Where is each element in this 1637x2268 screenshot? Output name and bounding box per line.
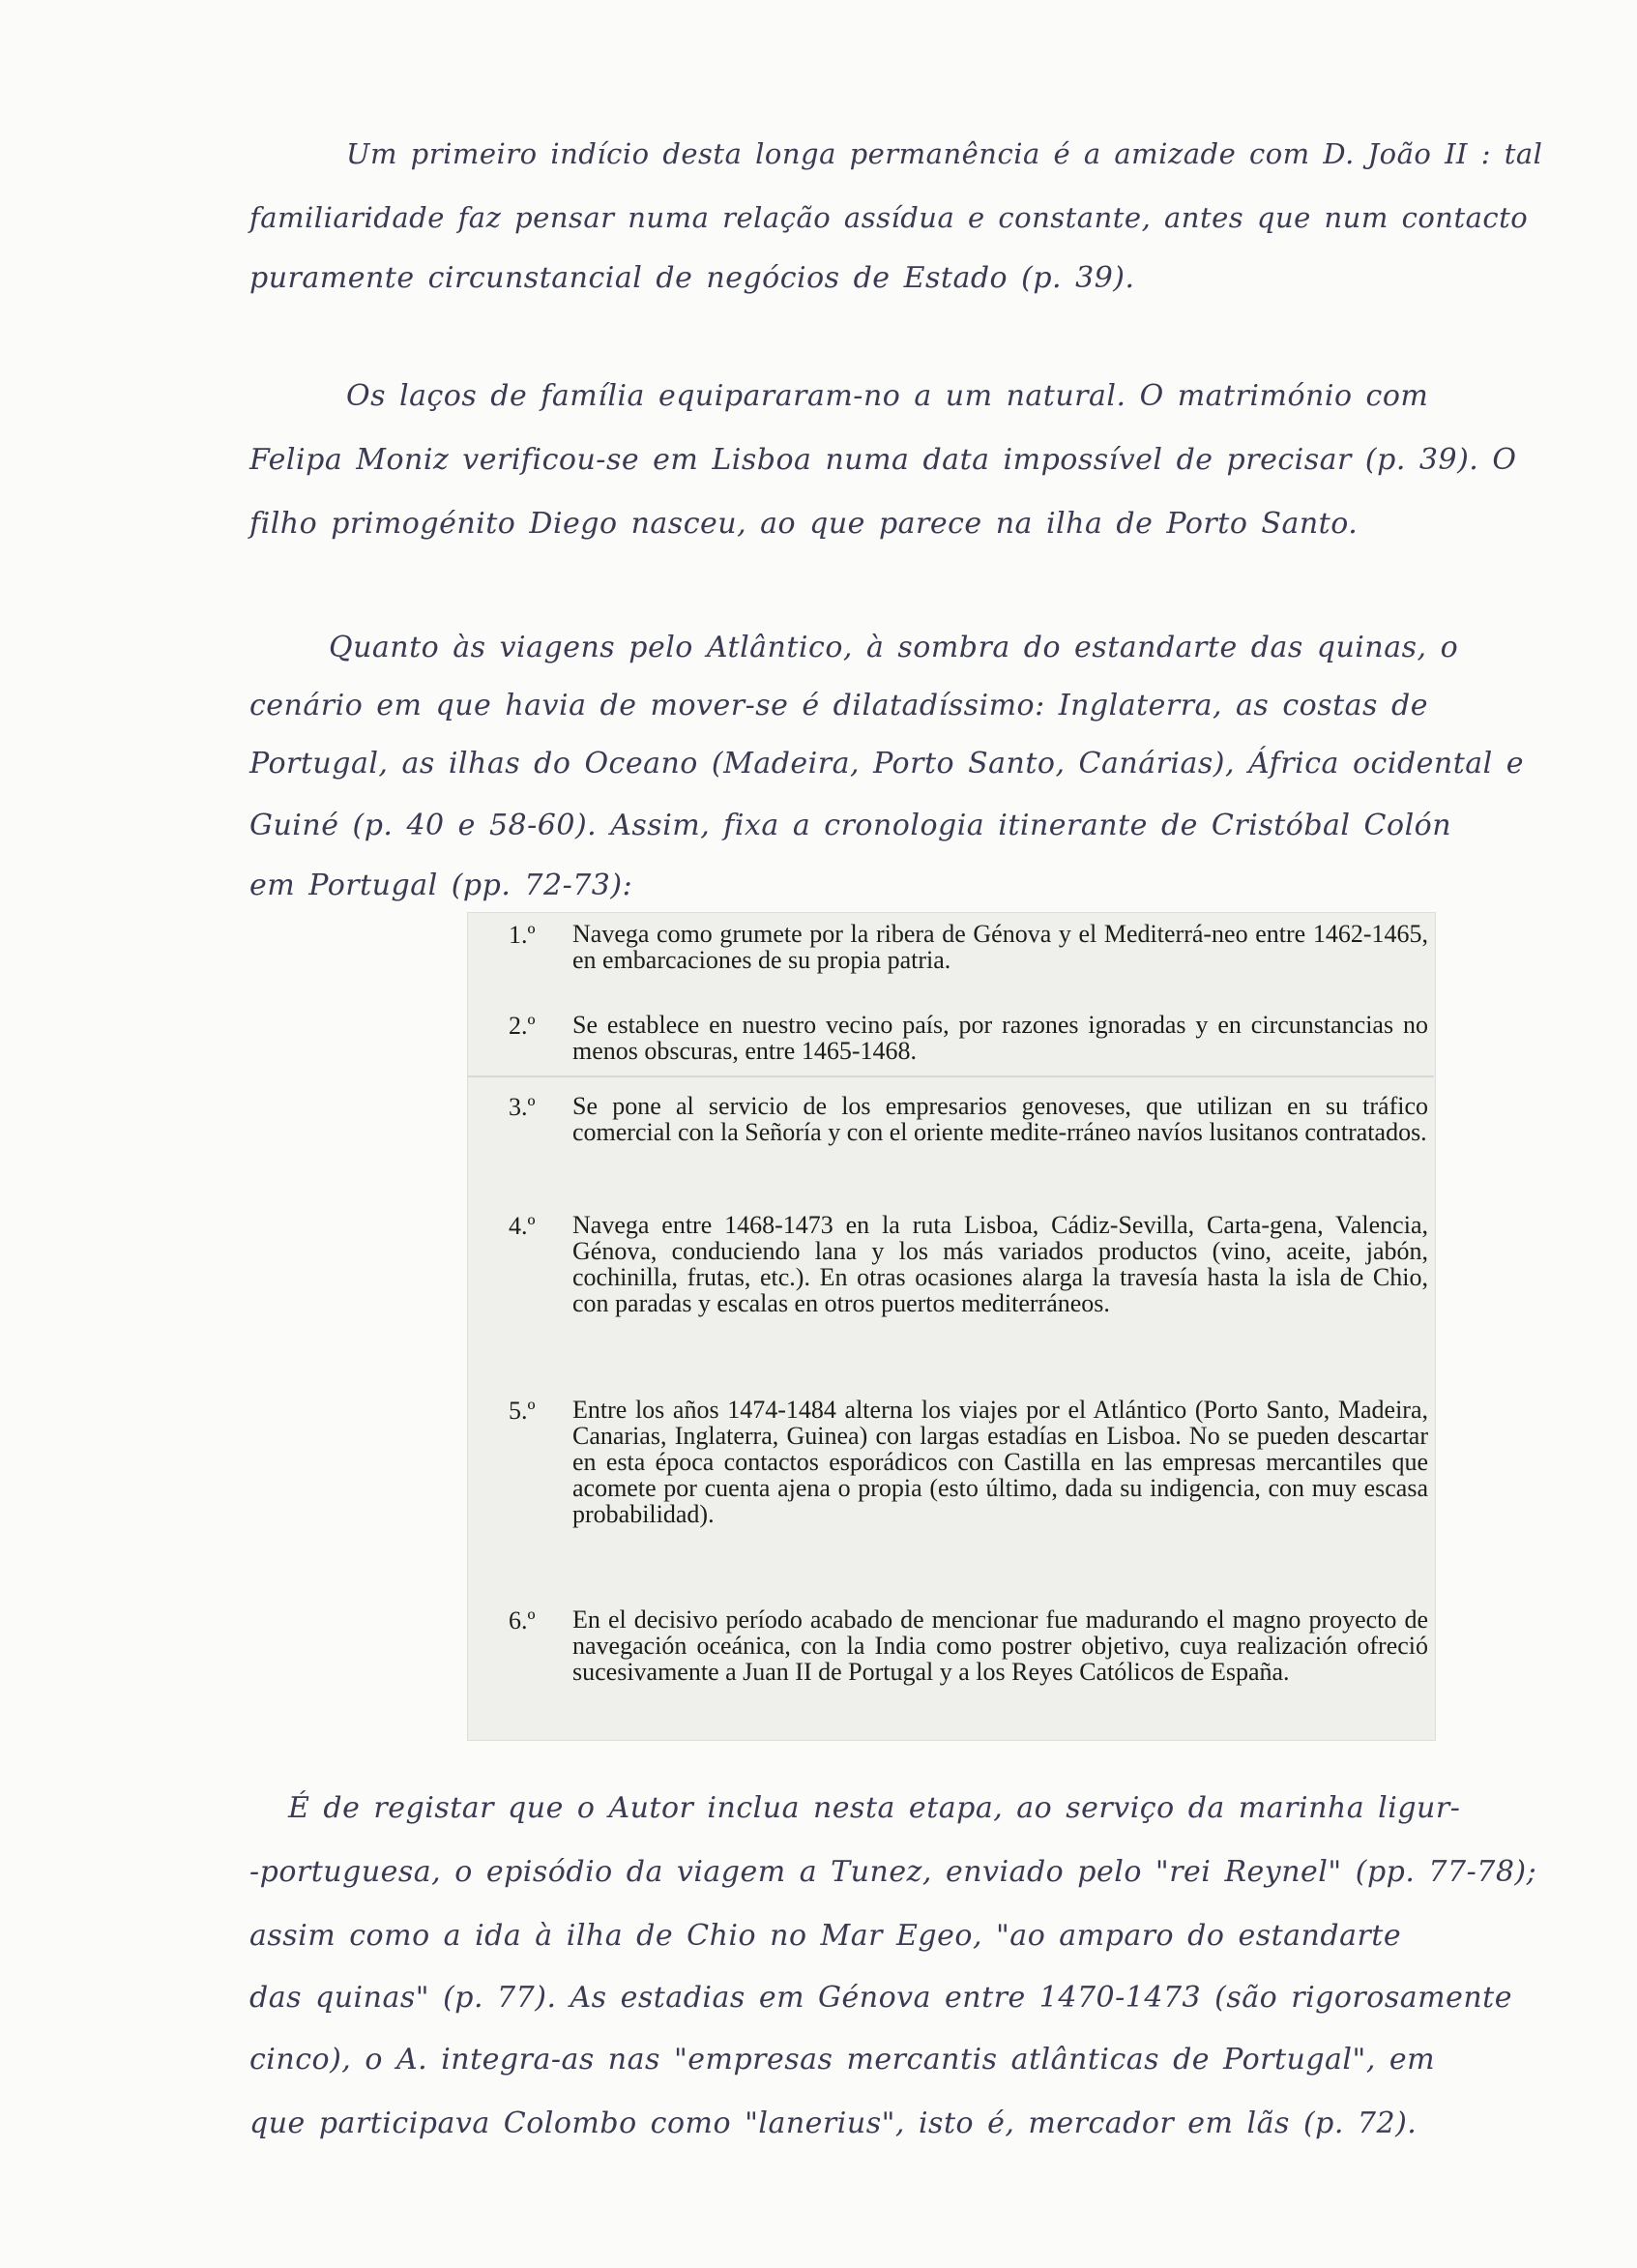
handwritten-line: cenário em que havia de mover-se é dilatadíssimo: Inglaterra, as costas de [249,689,1428,722]
handwritten-line: Os laços de família equipararam-no a um natural. O matrimónio com [346,379,1429,413]
handwritten-line: cinco), o A. integra-as nas "empresas mercantis atlânticas de Portugal", em [249,2043,1436,2077]
handwritten-line: das quinas" (p. 77). As estadias em Génova entre 1470-1473 (são rigorosamente [249,1981,1512,2015]
clipping-seam [467,1075,1434,1077]
item-text: En el decisivo período acabado de mencionar fue madurando el magno proyecto de navegación oceánica, con la India como postrer objetivo, cuya realización ofreció sucesivamente a Juan II de Portugal y a los Reyes Católicos de España. [572,1605,1428,1686]
handwritten-line: em Portugal (pp. 72-73): [249,869,633,902]
item-text: Entre los años 1474-1484 alterna los viajes por el Atlántico (Porto Santo, Madeira, Canarias, Inglaterra, Guinea) con largas estadías en Lisboa. No se pueden descartar en esta época contactos esporádicos con Castilla en las empresas mercantiles que acomete por cuenta ajena o propia (esto último, dada su indigencia, con muy escasa probabilidad). [572,1396,1428,1528]
handwritten-line: Felipa Moniz verificou-se em Lisboa numa data impossível de precisar (p. 39). O [249,443,1517,477]
handwritten-line: -portuguesa, o episódio da viagem a Tunez, enviado pelo "rei Reynel" (pp. 77-78); [249,1855,1537,1889]
handwritten-line: assim como a ida à ilha de Chio no Mar Egeo, "ao amparo do estandarte [249,1919,1402,1953]
item-text: Navega como grumete por la ribera de Génova y el Mediterrá-neo entre 1462-1465, en embarcaciones de su propia patria. [572,920,1428,974]
handwritten-line: Quanto às viagens pelo Atlântico, à sombra do estandarte das quinas, o [329,631,1459,664]
item-text: Se pone al servicio de los empresarios genoveses, que utilizan en su tráfico comercial con la Señoría y con el oriente medite-rráneo navíos lusitanos contratados. [572,1092,1428,1146]
item-number: 1.º [509,921,536,949]
item-number: 6.º [509,1606,536,1635]
item-number: 5.º [509,1397,536,1425]
handwritten-line: Guiné (p. 40 e 58-60). Assim, fixa a cronologia itinerante de Cristóbal Colón [249,809,1452,842]
item-number: 4.º [509,1212,536,1240]
handwritten-line: que participava Colombo como "lanerius", isto é, mercador em lãs (p. 72). [249,2106,1418,2140]
handwritten-line: Portugal, as ilhas do Oceano (Madeira, Porto Santo, Canárias), África ocidental e [249,747,1525,781]
handwritten-line: puramente circunstancial de negócios de Estado (p. 39). [249,261,1135,295]
handwritten-line: Um primeiro indício desta longa permanência é a amizade com D. João II : tal [346,137,1543,170]
item-number: 3.º [509,1093,536,1121]
handwritten-line: familiaridade faz pensar numa relação assídua e constante, antes que num contacto [249,201,1529,234]
item-text: Se establece en nuestro vecino país, por razones ignoradas y en circunstancias no menos obscuras, entre 1465-1468. [572,1011,1428,1065]
item-number: 2.º [509,1012,536,1040]
handwritten-line: É de registar que o Autor inclua nesta etapa, ao serviço da marinha ligur- [288,1791,1461,1825]
item-text: Navega entre 1468-1473 en la ruta Lisboa, Cádiz-Sevilla, Carta-gena, Valencia, Génova, conduciendo lana y los más variados productos (vino, aceite, jabón, cochinilla, frutas, etc.). En otras ocasiones alarga la travesía hasta la isla de Chio, con paradas y escalas en otros puertos mediterráneos. [572,1211,1428,1317]
handwritten-line: filho primogénito Diego nasceu, ao que parece na ilha de Porto Santo. [249,507,1359,541]
